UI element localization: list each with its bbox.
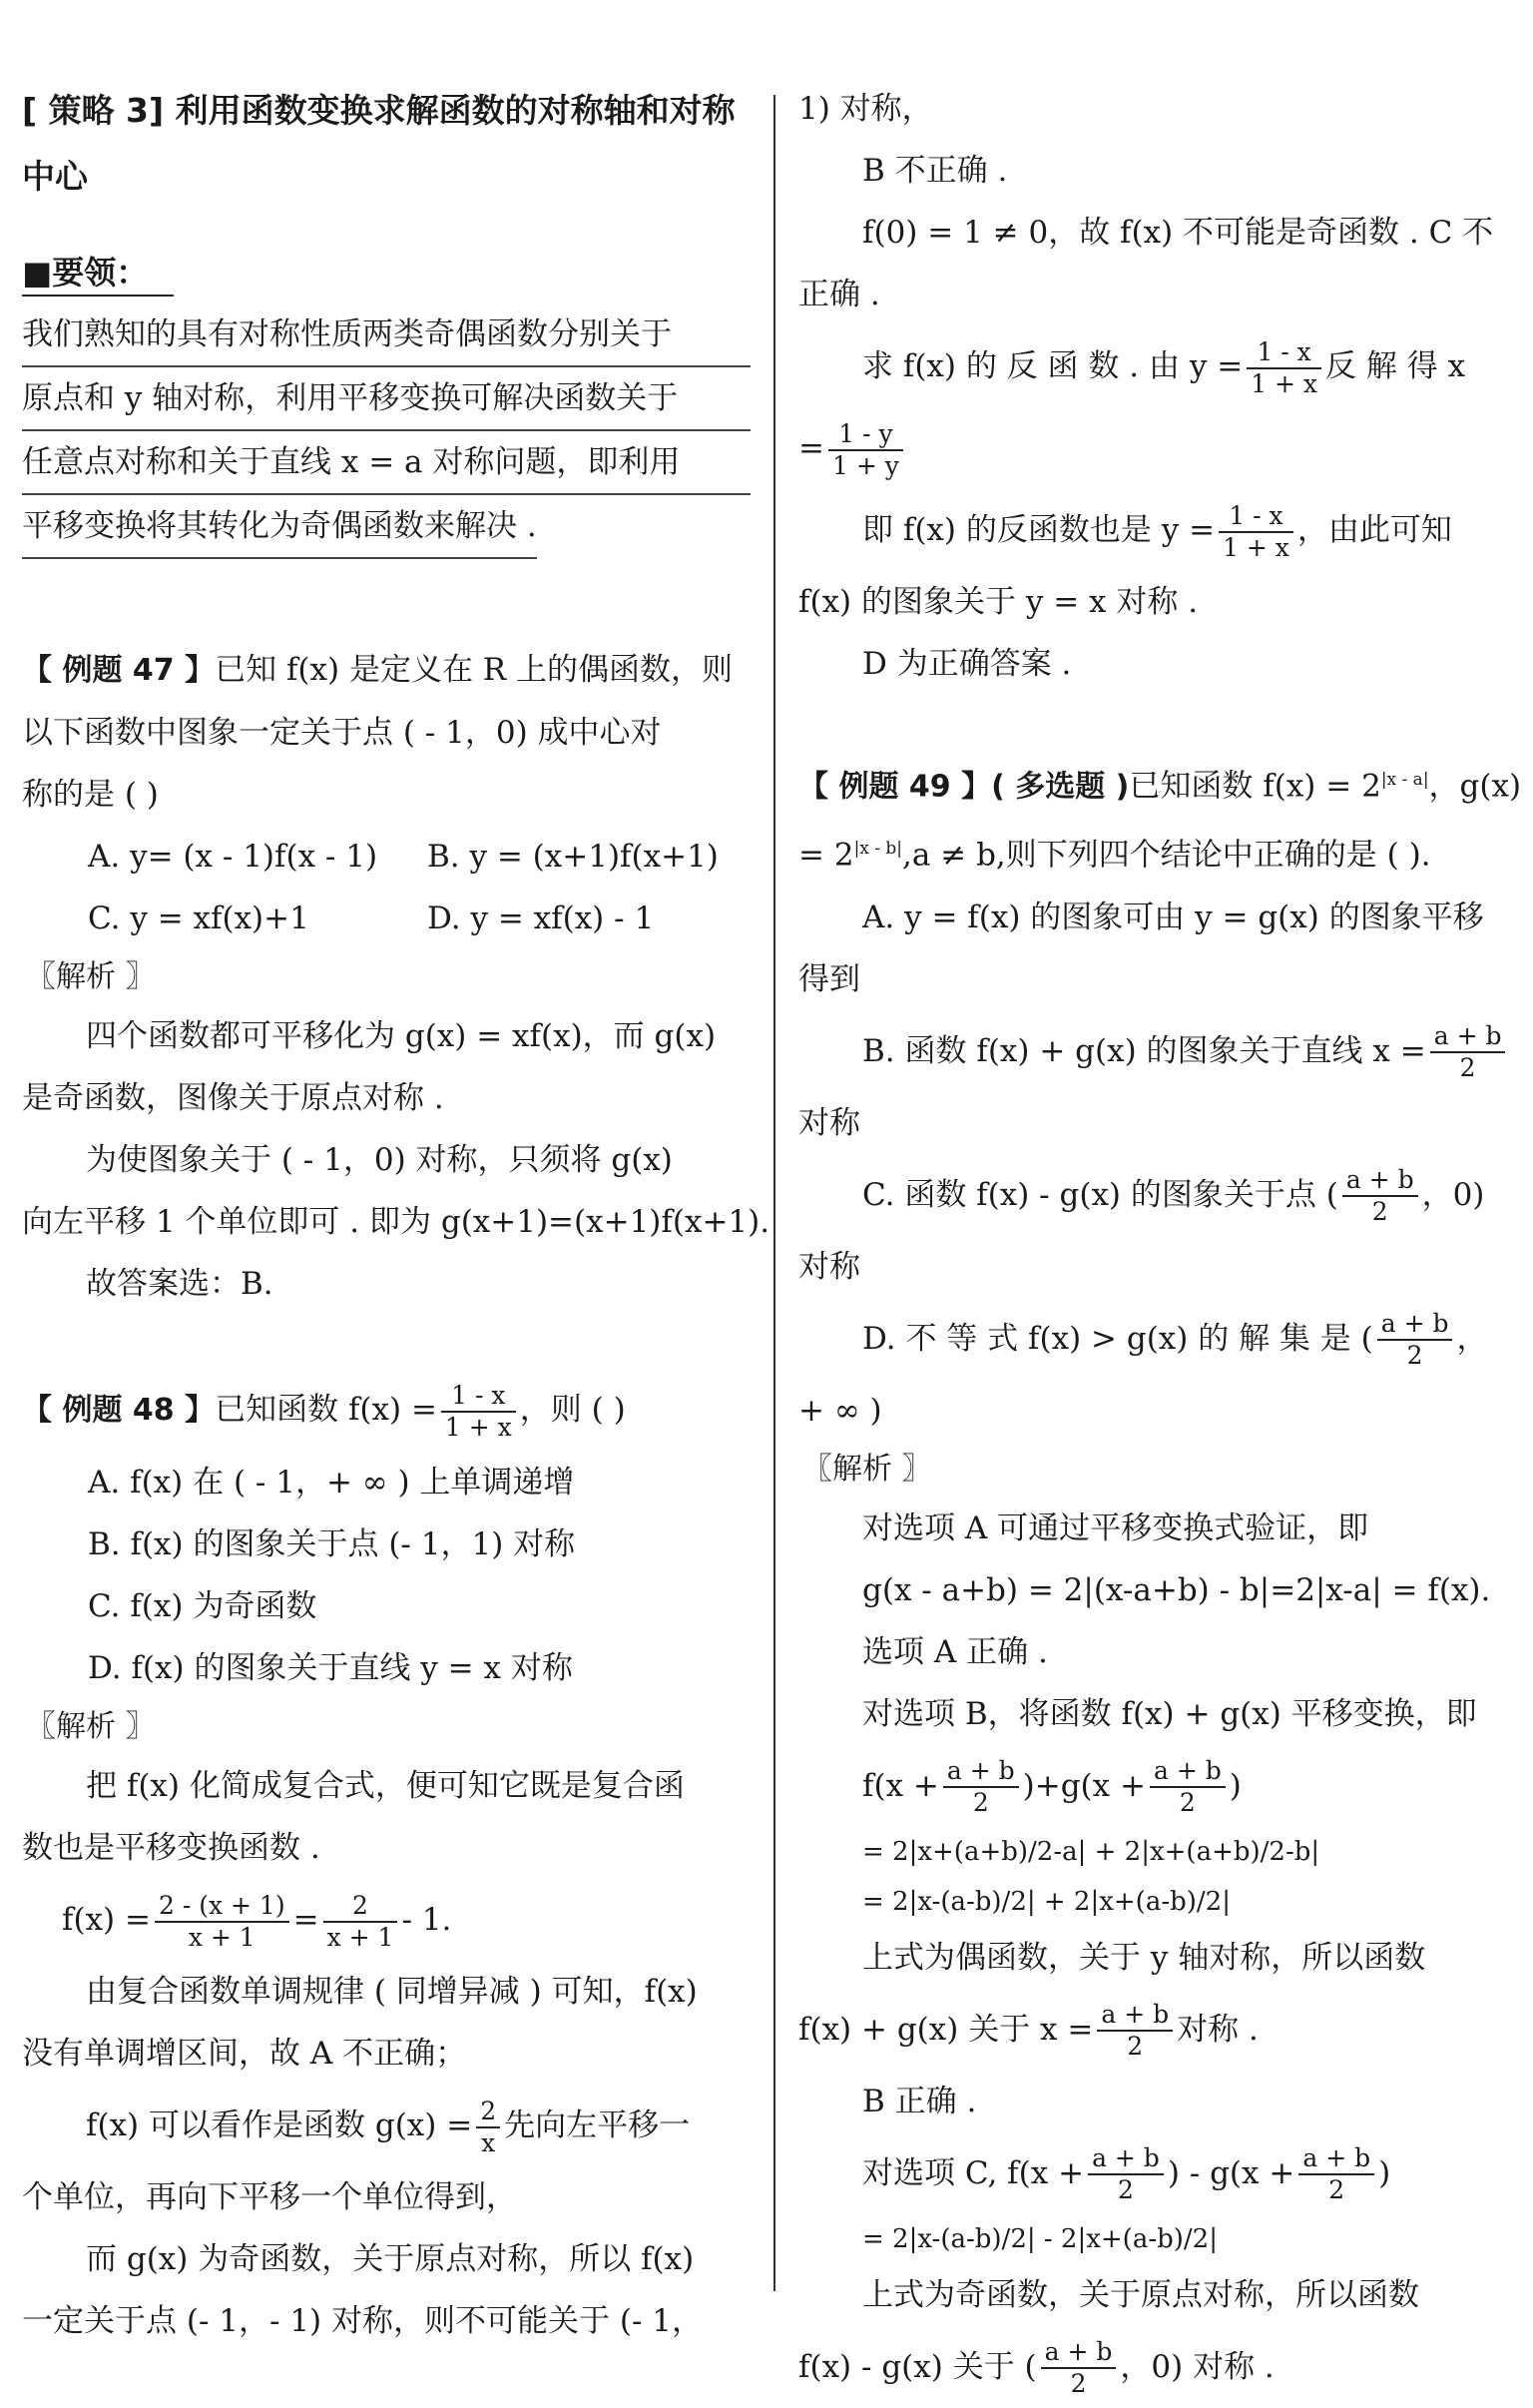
example-48-option: A. f(x) 在 ( - 1，+ ∞ ) 上单调递增 — [88, 1465, 575, 1501]
fraction: $\frac{a + b}{2}$ — [1430, 1021, 1506, 1083]
solution-line: 把 f(x) 化简成复合式，便可知它既是复合函 — [86, 1768, 685, 1804]
example-49-option: + ∞ ) — [798, 1392, 882, 1429]
solution-line: 对选项 A 可通过平移变换式验证，即 — [862, 1509, 1369, 1546]
example-49-option: 得到 — [798, 960, 860, 997]
fraction: $\frac{1 - x}{1 + x}$ — [441, 1381, 516, 1443]
solution-line: 上式为奇函数，关于原点对称，所以函数 — [862, 2276, 1419, 2313]
fraction: $\frac{a + b}{2}$ — [1377, 1309, 1453, 1371]
analysis-label: 〖解析 〗 — [26, 959, 156, 994]
solution-line: 对选项 C, f(x + $\frac{a + b}{2}$ ) - g(x + $\frac{a + b}{2}$ ) — [862, 2143, 1391, 2205]
example-49-option: 对称 — [798, 1104, 860, 1141]
example-48-option: D. f(x) 的图象关于直线 y = x 对称 — [88, 1650, 573, 1686]
solution-line: = 2|x+(a+b)/2-a| + 2|x+(a+b)/2-b| — [862, 1836, 1320, 1867]
example-47-stem: 称的是 ( ) — [22, 777, 159, 813]
solution-line: 故答案选：B. — [86, 1266, 273, 1302]
option-d: D. y = xf(x) - 1 — [427, 901, 655, 936]
equation-line: f(x) = $\frac{2 - (x + 1)}{x + 1}$ = $\frac{2}{x + 1}$ - 1. — [62, 1890, 452, 1952]
fraction: $\frac{a + b}{2}$ — [1298, 2143, 1374, 2205]
option-c: C. y = xf(x)+1 — [88, 901, 309, 936]
example-47-label: 【 例题 47 】 — [22, 653, 216, 688]
analysis-label: 〖解析 〗 — [26, 1709, 156, 1744]
solution-line: 而 g(x) 为奇函数，关于原点对称，所以 f(x) — [86, 2241, 695, 2277]
solution-line: 对选项 B，将函数 f(x) + g(x) 平移变换，即 — [862, 1695, 1477, 1732]
fraction: $\frac{2}{x + 1}$ — [323, 1891, 398, 1953]
solution-line: 上式为偶函数，关于 y 轴对称，所以函数 — [862, 1939, 1426, 1976]
solution-line: 向左平移 1 个单位即可 . 即为 g(x+1)=(x+1)f(x+1). — [22, 1204, 770, 1240]
key-points-title: ■要领： — [22, 242, 751, 303]
solution-line: B 正确 . — [862, 2083, 977, 2119]
fraction: $\frac{2 - (x + 1)}{x + 1}$ — [155, 1891, 289, 1953]
example-47-options-row — [22, 888, 751, 949]
example-49-stem: 【 例题 49 】( 多选题 )已知函数 $f(x) = 2^{|x - a|}$，g(x) — [798, 768, 1522, 805]
solution-line: g(x - a+b) = 2|(x-a+b) - b|=2|x-a| = f(x). — [862, 1571, 1491, 1608]
example-49-option: B. 函数 f(x) + g(x) 的图象关于直线 x = $\frac{a + b}{2}$ — [798, 1010, 1513, 1092]
option-a: A. y= (x - 1)f(x - 1) — [88, 839, 378, 875]
solution-line: 一定关于点 (- 1，- 1) 对称，则不可能关于 (- 1， — [22, 2303, 703, 2339]
intro-line: 平移变换将其转化为奇偶函数来解决 . — [22, 495, 751, 559]
solution-line: 四个函数都可平移化为 g(x) = xf(x)，而 g(x) — [86, 1018, 717, 1054]
example-48-label: 【 例题 48 】 — [22, 1393, 216, 1428]
left-column — [22, 78, 770, 2352]
inverse-line: 即 f(x) 的反函数也是 y = $\frac{1 - x}{1 + x}$ ，由此可知 — [862, 500, 1452, 562]
fraction: $\frac{1 - y}{1 + y}$ — [828, 419, 903, 481]
inverse-line: = $\frac{1 - y}{1 + y}$ — [798, 407, 1513, 489]
solution-line: = 2|x-(a-b)/2| + 2|x+(a-b)/2| — [862, 1886, 1231, 1917]
answer-line: D 为正确答案 . — [862, 646, 1072, 682]
fraction: $\frac{a + b}{2}$ — [1097, 2000, 1173, 2062]
analysis-label: 〖解析 〗 — [802, 1451, 932, 1487]
solution-line: = 2|x-(a-b)/2| - 2|x+(a-b)/2| — [862, 2223, 1218, 2254]
fraction: $\frac{1 - x}{1 + x}$ — [1247, 337, 1321, 399]
solution-line: f(x) - g(x) 关于 ( $\frac{a + b}{2}$ ，0) 对称 . — [798, 2337, 1275, 2399]
fraction: $\frac{a + b}{2}$ — [1088, 2143, 1164, 2205]
fraction: $\frac{a + b}{2}$ — [1041, 2337, 1117, 2399]
solution-line: f(x) 可以看作是函数 g(x) = $\frac{2}{x}$ 先向左平移一 — [86, 2096, 691, 2157]
section-heading-line-2: 中心 — [22, 157, 88, 196]
solution-line: 由复合函数单调规律 ( 同增异减 ) 可知，f(x) — [86, 1974, 698, 2010]
example-49-option: 对称 — [798, 1248, 860, 1285]
example-48-option: C. f(x) 为奇函数 — [88, 1588, 317, 1624]
fraction: $\frac{a + b}{2}$ — [1342, 1165, 1418, 1227]
example-49-option: D. 不 等 式 f(x) > g(x) 的 解 集 是 ( $\frac{a + b}{2}$ ， — [862, 1309, 1488, 1371]
example-47-stem: 以下函数中图象一定关于点 ( - 1，0) 成中心对 — [22, 715, 662, 751]
solution-line: 为使图象关于 ( - 1，0) 对称，只须将 g(x) — [86, 1142, 673, 1178]
inverse-line: 求 f(x) 的 反 函 数 . 由 y = $\frac{1 - x}{1 + x}$ 反 解 得 x — [862, 336, 1466, 398]
intro-line: 原点和 y 轴对称，利用平移变换可解决函数关于 — [22, 367, 751, 431]
example-49-option: C. 函数 f(x) - g(x) 的图象关于点 ( $\frac{a + b}{2}$ ，0) — [862, 1165, 1485, 1227]
example-47-stem: 【 例题 47 】已知 f(x) 是定义在 R 上的偶函数，则 — [22, 652, 733, 688]
continuation-line: 1) 对称， — [798, 91, 933, 127]
example-49-label: 【 例题 49 】( 多选题 ) — [798, 769, 1130, 805]
example-49-option: A. y = f(x) 的图象可由 y = g(x) 的图象平移 — [862, 899, 1484, 935]
solution-line: f(x) + g(x) 关于 x = $\frac{a + b}{2}$ 对称 . — [798, 2000, 1259, 2062]
solution-line: 数也是平移变换函数 . — [22, 1830, 320, 1866]
continuation-line: 正确 . — [798, 277, 880, 312]
inverse-line: f(x) 的图象关于 y = x 对称 . — [798, 584, 1199, 620]
fraction: $\frac{a + b}{2}$ — [1150, 1756, 1226, 1818]
fraction: $\frac{2}{x}$ — [476, 2097, 500, 2158]
example-47-options-row — [22, 826, 751, 888]
fraction: $\frac{a + b}{2}$ — [943, 1756, 1019, 1818]
continuation-line: B 不正确 . — [862, 153, 1008, 189]
solution-line: f(x + $\frac{a + b}{2}$ )+g(x + $\frac{a + b}{2}$ ) — [862, 1756, 1242, 1818]
continuation-line: f(0) = 1 ≠ 0，故 f(x) 不可能是奇函数 . C 不 — [862, 215, 1494, 251]
column-divider — [773, 95, 775, 2291]
intro-line: 我们熟知的具有对称性质两类奇偶函数分别关于 — [22, 303, 751, 367]
example-48-stem: 【 例题 48 】已知函数 f(x) = $\frac{1 - x}{1 + x}$ ，则 ( ) — [22, 1380, 626, 1442]
example-49-stem: = $2^{|x - b|},a \ne b$,则下列四个结论中正确的是 ( ). — [798, 837, 1431, 874]
option-b: B. y = (x+1)f(x+1) — [427, 839, 719, 875]
solution-line: 是奇函数，图像关于原点对称 . — [22, 1080, 444, 1116]
section-heading-line-1: [ 策略 3] 利用函数变换求解函数的对称轴和对称 — [22, 91, 736, 130]
solution-line: 选项 A 正确 . — [862, 1633, 1048, 1670]
example-48-option: B. f(x) 的图象关于点 (- 1，1) 对称 — [88, 1526, 576, 1562]
solution-line: 没有单调增区间，故 A 不正确； — [22, 2036, 467, 2072]
intro-line: 任意点对称和关于直线 x = a 对称问题，即利用 — [22, 431, 751, 495]
right-column — [798, 78, 1522, 2408]
solution-line: 个单位，再向下平移一个单位得到， — [22, 2179, 517, 2215]
fraction: $\frac{1 - x}{1 + x}$ — [1219, 501, 1293, 563]
